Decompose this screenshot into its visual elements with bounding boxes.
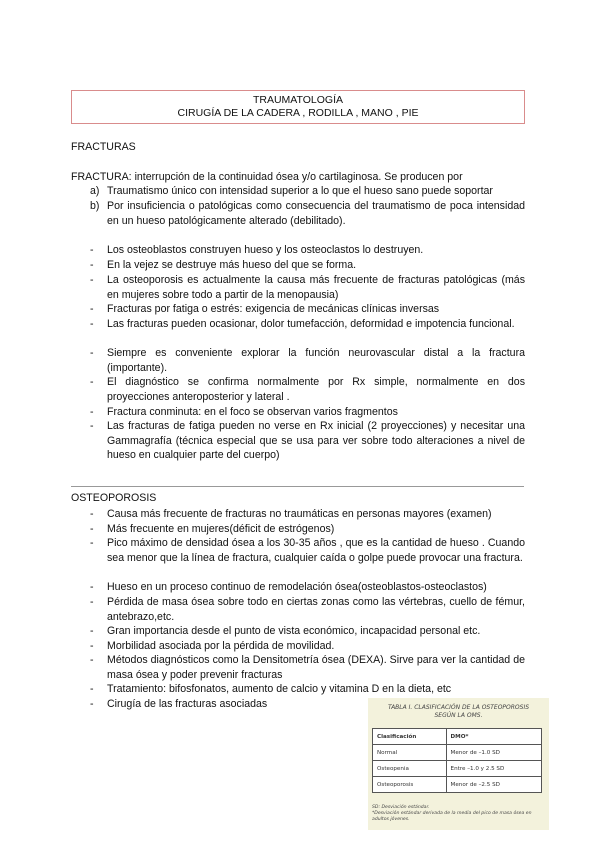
list-item: Cirugía de las fracturas asociadas bbox=[107, 698, 268, 710]
bullet-dash: - bbox=[90, 625, 94, 637]
table-cell: Entre –1.0 y 2.5 SD bbox=[446, 761, 541, 777]
classification-table bbox=[372, 728, 542, 793]
table-row bbox=[373, 777, 542, 793]
bullet-dash: - bbox=[90, 683, 94, 695]
bullet-dash: - bbox=[90, 654, 94, 666]
bullet-dash: - bbox=[90, 523, 94, 535]
list-item: Las fracturas de fatiga pueden no verse en Rx inicial (2 proyecciones) y necesitar una Gammagrafía (técnica especial que se usa para ver sobre todo alteraciones a nivel de hueso en cualquier parte del cuerpo) bbox=[107, 420, 525, 462]
osteoporosis-classification-figure bbox=[368, 698, 549, 830]
list-item: Pico máximo de densidad ósea a los 30-35 años , que es la cantidad de hueso . Cuando sea menor que la línea de fractura, cualquier caída o golpe puede provocar una fractura. bbox=[107, 537, 525, 564]
section-heading-fracturas: FRACTURAS bbox=[71, 141, 136, 153]
table-header: Clasificación bbox=[373, 729, 447, 745]
bullet-dash: - bbox=[90, 698, 94, 710]
title-line-2: CIRUGÍA DE LA CADERA , RODILLA , MANO , PIE bbox=[177, 107, 419, 119]
cause-marker-b: b) bbox=[90, 200, 100, 212]
table-footnote-2: *Desviación estándar derivada de la media del pico de masa ósea en adultos jóvenes. bbox=[372, 811, 532, 822]
table-header: DMO* bbox=[446, 729, 541, 745]
table-caption-line-1: TABLA I. CLASIFICACIÓN DE LA OSTEOPOROSIS bbox=[387, 704, 530, 711]
bullet-dash: - bbox=[90, 244, 94, 256]
list-item: Tratamiento: bifosfonatos, aumento de calcio y vitamina D en la dieta, etc bbox=[107, 683, 452, 695]
table-footnote-1: SD: Desviación estándar. bbox=[372, 805, 430, 810]
bullet-dash: - bbox=[90, 420, 94, 432]
table-cell: Osteopenia bbox=[373, 761, 447, 777]
bullet-dash: - bbox=[90, 347, 94, 359]
bullet-dash: - bbox=[90, 318, 94, 330]
list-item: Pérdida de masa ósea sobre todo en ciertas zonas como las vértebras, cuello de fémur, antebrazo,etc. bbox=[107, 596, 525, 623]
section-heading-osteoporosis: OSTEOPOROSIS bbox=[71, 492, 157, 504]
table-caption bbox=[368, 704, 549, 720]
table-cell: Menor de –1.0 SD bbox=[446, 745, 541, 761]
cause-marker-a: a) bbox=[90, 185, 100, 197]
section-divider bbox=[71, 486, 524, 487]
table-header-row bbox=[373, 729, 542, 745]
bullet-dash: - bbox=[90, 274, 94, 286]
list-item: Gran importancia desde el punto de vista económico, incapacidad personal etc. bbox=[107, 625, 481, 637]
list-item: Fracturas por fatiga o estrés: exigencia de mecánicas clínicas inversas bbox=[107, 303, 440, 315]
list-item: Las fracturas pueden ocasionar, dolor tumefacción, deformidad e impotencia funcional. bbox=[107, 318, 515, 330]
table-row bbox=[373, 745, 542, 761]
list-item: La osteoporosis es actualmente la causa más frecuente de fracturas patológicas (más en mujeres sobre todo a partir de la menopausia) bbox=[107, 274, 525, 301]
list-item: Hueso en un proceso continuo de remodelación ósea(osteoblastos-osteoclastos) bbox=[107, 581, 487, 593]
title-line-1: TRAUMATOLOGÍA bbox=[252, 94, 344, 106]
list-item: Más frecuente en mujeres(déficit de estrógenos) bbox=[107, 523, 335, 535]
cause-text-a: Traumatismo único con intensidad superior a lo que el hueso sano puede soportar bbox=[107, 185, 493, 197]
bullet-dash: - bbox=[90, 537, 94, 549]
list-item: En la vejez se destruye más hueso del que se forma. bbox=[107, 259, 357, 271]
bullet-dash: - bbox=[90, 596, 94, 608]
bullet-dash: - bbox=[90, 581, 94, 593]
table-row bbox=[373, 761, 542, 777]
list-item: Fractura conminuta: en el foco se observan varios fragmentos bbox=[107, 406, 398, 418]
table-caption-line-2: SEGÚN LA OMS. bbox=[434, 712, 483, 719]
table-footnote bbox=[372, 805, 544, 823]
list-item: Métodos diagnósticos como la Densitometría ósea (DEXA). Sirve para ver la cantidad de masa ósea y poder prevenir fracturas bbox=[107, 654, 525, 681]
list-item: Los osteoblastos construyen hueso y los osteoclastos lo destruyen. bbox=[107, 244, 424, 256]
list-item: Siempre es conveniente explorar la función neurovascular distal a la fractura (importante). bbox=[107, 347, 525, 374]
cause-text-b: Por insuficiencia o patológicas como consecuencia del traumatismo de poca intensidad en un hueso patológicamente alterado (debilitado). bbox=[107, 200, 525, 227]
list-item: Morbilidad asociada por la pérdida de movilidad. bbox=[107, 640, 335, 652]
table-cell: Menor de –2.5 SD bbox=[446, 777, 541, 793]
table-cell: Normal bbox=[373, 745, 447, 761]
bullet-dash: - bbox=[90, 640, 94, 652]
table-cell: Osteoporosis bbox=[373, 777, 447, 793]
bullet-dash: - bbox=[90, 259, 94, 271]
bullet-dash: - bbox=[90, 508, 94, 520]
bullet-dash: - bbox=[90, 303, 94, 315]
bullet-dash: - bbox=[90, 406, 94, 418]
title-box bbox=[71, 90, 525, 124]
fractura-definition: FRACTURA: interrupción de la continuidad ósea y/o cartilaginosa. Se producen por bbox=[71, 171, 463, 183]
list-item: El diagnóstico se confirma normalmente por Rx simple, normalmente en dos proyecciones anteroposterior y lateral . bbox=[107, 376, 525, 403]
bullet-dash: - bbox=[90, 376, 94, 388]
list-item: Causa más frecuente de fracturas no traumáticas en personas mayores (examen) bbox=[107, 508, 492, 520]
